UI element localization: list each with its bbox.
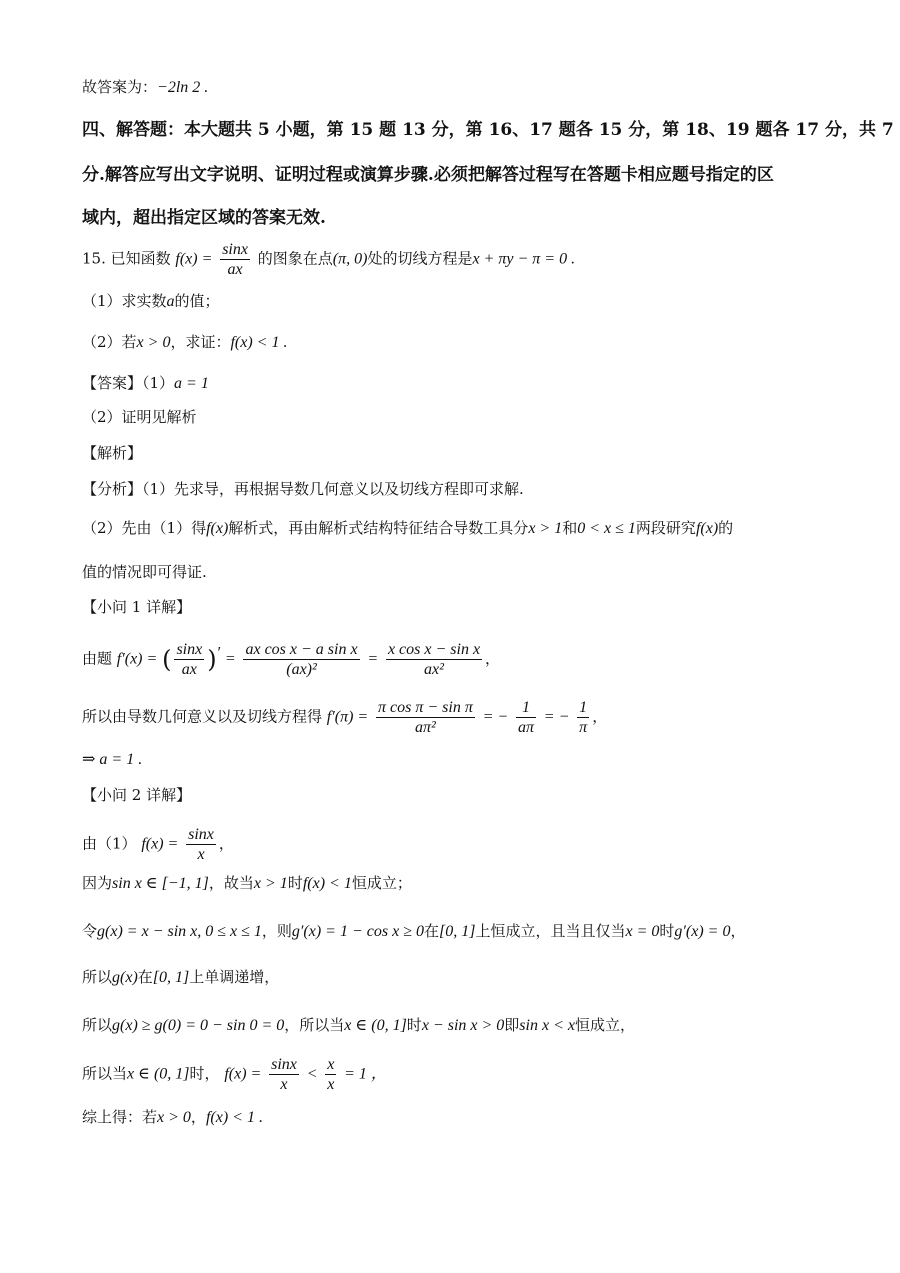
question-15-stem — [82, 240, 840, 279]
question-15-part-2: （2）若x > 0，求证：f(x) < 1 . — [82, 333, 288, 351]
answer-prefix: 故答案为： — [82, 78, 158, 96]
section-title-line-3: 域内，超出指定区域的答案无效. — [82, 208, 326, 228]
sub1-fraction-3: $\frac{\text{x cos x − sin x}}{\text{ax²}}$ — [387, 641, 481, 678]
sub1-fraction-2: $\frac{\text{ax cos x − a sin x}}{\text{(ax)²}}$ — [245, 641, 358, 678]
sub1-l2-fraction-1: $\frac{\text{π cos π − sin π}}{\text{aπ²}}$ — [378, 699, 473, 736]
question-15-part-1: （1）求实数a的值； — [82, 292, 220, 310]
sub1-tangent-line: 所以由导数几何意义以及切线方程得 f′(π) = $\frac{\text{π cos π − sin π}}{\text{aπ²}}$ = − $\frac{1}{a\pi}$ = − $\frac{1}{\pi}$ ， — [82, 699, 608, 736]
sub2-fraction: $\frac{\sin x}{x}$ — [188, 826, 214, 863]
sub1-fraction-1: $\frac{\sin x}{ax}$ — [176, 641, 203, 678]
q15-tangent-equation: x + πy − π = 0 . — [472, 250, 576, 268]
sub-question-1-title: 【小问 1 详解】 — [82, 598, 192, 616]
section-title-line-1: 四、解答题：本大题共 5 小题，第 15 题 13 分，第 16、17 题各 15 分，第 18、19 题各 17 分，共 7 — [82, 120, 894, 140]
sub1-l2-fraction-2: $\frac{1}{a\pi}$ — [518, 699, 535, 736]
sub2-line-3: 令g(x) = x − sin x, 0 ≤ x ≤ 1，则g′(x) = 1 − cos x ≥ 0在[0, 1]上恒成立，且当且仅当x = 0时g′(x) = 0， — [82, 922, 746, 940]
answer-part-1: 【答案】（1）a = 1 — [82, 374, 209, 392]
analysis-line-3: 值的情况即可得证. — [82, 563, 207, 581]
q15-function: f(x) = — [175, 250, 213, 268]
sub2-l6-fraction-2: $\frac{x}{x}$ — [327, 1056, 335, 1093]
sub-question-2-title: 【小问 2 详解】 — [82, 786, 192, 804]
q15-prefix: 15. 已知函数 — [82, 249, 171, 268]
sub2-line-4: 所以g(x)在[0, 1]上单调递增， — [82, 968, 280, 986]
previous-answer-line — [82, 76, 840, 99]
sub2-line-1: 由（1） f(x) = $\frac{\sin x}{x}$ ， — [82, 826, 234, 863]
sub2-l6-fraction-1: $\frac{\sin x}{x}$ — [271, 1056, 297, 1093]
q15-text-2: 处的切线方程是 — [367, 249, 473, 268]
answer-math: −2ln 2 . — [157, 79, 209, 96]
jiexi-heading: 【解析】 — [82, 444, 143, 462]
q15-fraction: $\frac{\sin x}{ax}$ — [222, 241, 248, 278]
analysis-line-2: （2）先由（1）得f(x)解析式，再由解析式结构特征结合导数工具分x > 1和0 < x ≤ 1两段研究f(x)的 — [82, 519, 734, 537]
q15-point: (π, 0) — [332, 250, 368, 268]
section-title-line-2: 分.解答应写出文字说明、证明过程或演算步骤.必须把解答过程写在答题卡相应题号指定的区 — [82, 165, 774, 185]
sub2-line-2: 因为sin x ∈ [−1, 1]，故当x > 1时f(x) < 1恒成立； — [82, 874, 412, 892]
sub2-conclusion: 综上得：若x > 0，f(x) < 1 . — [82, 1108, 263, 1126]
sub2-line-5: 所以g(x) ≥ g(0) = 0 − sin 0 = 0，所以当x ∈ (0, 1]时x − sin x > 0即sin x < x恒成立， — [82, 1016, 635, 1034]
answer-part-2: （2）证明见解析 — [82, 408, 197, 426]
q15-text: 的图象在点 — [257, 249, 333, 268]
sub2-line-6: 所以当x ∈ (0, 1]时， f(x) = $\frac{\sin x}{x}$ < $\frac{x}{x}$ = 1 ， — [82, 1056, 387, 1093]
analysis-line-1: 【分析】（1）先求导，再根据导数几何意义以及切线方程即可求解. — [82, 480, 524, 498]
sub1-l2-fraction-3: $\frac{1}{\pi}$ — [579, 699, 588, 736]
sub1-conclusion: ⇒ a = 1 . — [82, 751, 143, 768]
sub1-derivative-line: 由题 f′(x) = ( $\frac{\sin x}{ax}$ )′ = $\frac{\text{ax cos x − a sin x}}{\text{(ax)²}}$ = $\frac{\text{x cos x − sin x}}{\text{ax²}}$ ， — [82, 641, 501, 678]
